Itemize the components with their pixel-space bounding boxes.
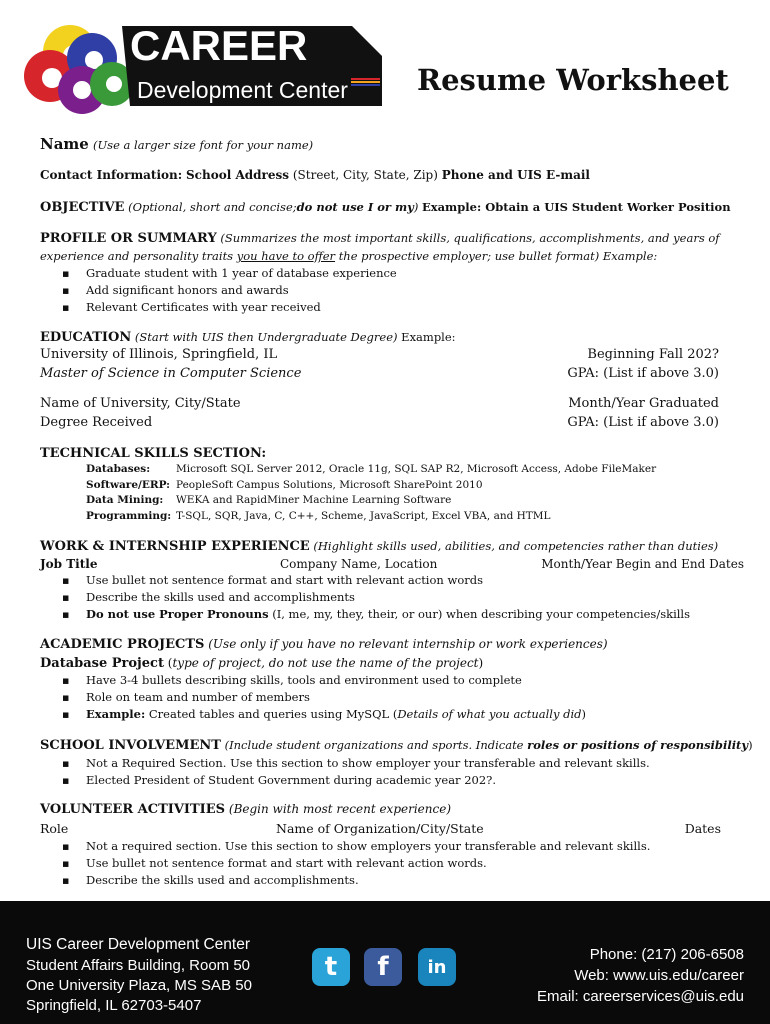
profile-note-underlined: you have to offer bbox=[236, 249, 336, 263]
skill-row bbox=[86, 478, 656, 494]
footer-phone: Phone: (217) 206-6508 bbox=[589, 946, 744, 963]
academic-label: ACADEMIC PROJECTS bbox=[40, 637, 205, 652]
academic-project-close: ) bbox=[478, 656, 484, 670]
volunteer-org: Name of Organization/City/State bbox=[276, 821, 484, 836]
academic-example-close: ) bbox=[581, 707, 587, 721]
skill-value: T-SQL, SQR, Java, C, C++, Scheme, JavaScript, Excel VBA, and HTML bbox=[176, 509, 551, 522]
school-note-bold: roles or positions of responsibility bbox=[527, 738, 749, 752]
objective-label: OBJECTIVE bbox=[40, 200, 125, 215]
work-label: WORK & INTERNSHIP EXPERIENCE bbox=[40, 539, 310, 554]
education-line bbox=[40, 330, 456, 345]
facebook-glyph: f bbox=[377, 952, 389, 982]
school-label: SCHOOL INVOLVEMENT bbox=[40, 738, 221, 753]
academic-project: Database Project bbox=[40, 656, 164, 671]
list-item: ▪ Use bullet not sentence format and start with relevant action words bbox=[62, 572, 690, 589]
education-label: EDUCATION bbox=[40, 330, 132, 345]
school-line bbox=[40, 738, 753, 753]
education-uis: University of Illinois, Springfield, IL bbox=[40, 347, 278, 362]
academic-bullets bbox=[62, 672, 586, 723]
list-item: ▪ Not a required section. Use this section to show employers your transferable and relevant skills. bbox=[62, 838, 650, 855]
skill-key: Data Mining: bbox=[86, 494, 164, 506]
footer-address-3: Springfield, IL 62703-5407 bbox=[26, 997, 202, 1014]
list-item: ▪ Role on team and number of members bbox=[62, 689, 586, 706]
footer-web-link[interactable]: Web: www.uis.edu/career bbox=[574, 967, 744, 984]
academic-example-label: Example: bbox=[86, 707, 146, 721]
academic-example-text: Created tables and queries using MySQL ( bbox=[148, 707, 398, 721]
footer-address-2: One University Plaza, MS SAB 50 bbox=[26, 977, 252, 994]
skill-key: Databases: bbox=[86, 463, 151, 475]
contact-school: School Address bbox=[186, 168, 290, 182]
skill-value: WEKA and RapidMiner Machine Learning Software bbox=[176, 494, 452, 506]
footer-address-1: Student Affairs Building, Room 50 bbox=[26, 957, 251, 974]
profile-line1 bbox=[40, 231, 720, 246]
profile-note-line2b: the prospective employer; use bullet format) Example: bbox=[338, 249, 658, 263]
volunteer-dates: Dates bbox=[684, 821, 721, 836]
work-job-title: Job Title bbox=[40, 557, 98, 571]
footer-org-name: UIS Career Development Center bbox=[26, 936, 250, 953]
list-item: ▪ Use bullet not sentence format and start with relevant action words. bbox=[62, 855, 650, 872]
academic-project-open: ( bbox=[167, 656, 173, 670]
footer bbox=[0, 901, 770, 1024]
list-item: ▪ Add significant honors and awards bbox=[62, 282, 397, 299]
profile-bullets bbox=[62, 265, 397, 316]
list-item: ▪ Elected President of Student Government during academic year 202?. bbox=[62, 772, 650, 789]
twitter-glyph: t bbox=[324, 952, 338, 982]
skill-value: PeopleSoft Campus Solutions, Microsoft SharePoint 2010 bbox=[176, 478, 483, 491]
skill-row bbox=[86, 462, 656, 478]
list-item: ▪ Describe the skills used and accomplishments bbox=[62, 589, 690, 606]
linkedin-glyph: in bbox=[427, 956, 447, 978]
education-gpa1: GPA: (List if above 3.0) bbox=[567, 366, 719, 381]
academic-note: (Use only if you have no relevant internship or work experiences) bbox=[208, 637, 608, 651]
work-company: Company Name, Location bbox=[280, 557, 438, 571]
work-line bbox=[40, 539, 718, 554]
volunteer-note: (Begin with most recent experience) bbox=[228, 802, 452, 816]
list-item: ▪ Relevant Certificates with year received bbox=[62, 299, 397, 316]
volunteer-role: Role bbox=[40, 821, 69, 836]
skill-key: Programming: bbox=[86, 509, 172, 522]
profile-label: PROFILE OR SUMMARY bbox=[40, 231, 217, 246]
objective-example: Example: Obtain a UIS Student Worker Position bbox=[421, 200, 731, 214]
objective-line bbox=[40, 200, 731, 215]
footer-email-link[interactable]: Email: careerservices@uis.edu bbox=[537, 988, 744, 1005]
contact-address-note: (Street, City, State, Zip) bbox=[292, 168, 438, 182]
education-beginning: Beginning Fall 202? bbox=[587, 347, 719, 362]
academic-line bbox=[40, 637, 608, 652]
logo-development-center-text: Development Center bbox=[134, 77, 351, 103]
pronoun-rest: (I, me, my, they, their, or our) when describing your competencies/skills bbox=[272, 607, 691, 621]
contact-phone-email: Phone and UIS E-mail bbox=[441, 168, 590, 182]
technical-label: TECHNICAL SKILLS SECTION: bbox=[40, 446, 267, 461]
list-item bbox=[62, 706, 586, 723]
education-example: Example: bbox=[401, 330, 456, 344]
work-dates: Month/Year Begin and End Dates bbox=[541, 557, 744, 571]
pronoun-warning: Do not use Proper Pronouns bbox=[86, 607, 269, 621]
academic-example-italic: Details of what you actually did bbox=[397, 707, 582, 721]
school-note: (Include student organizations and sports. Indicate bbox=[224, 738, 524, 752]
volunteer-label: VOLUNTEER ACTIVITIES bbox=[40, 802, 226, 817]
work-bullets bbox=[62, 572, 690, 623]
name-note: (Use a larger size font for your name) bbox=[93, 138, 314, 152]
education-graduated: Month/Year Graduated bbox=[568, 396, 719, 411]
education-gpa2: GPA: (List if above 3.0) bbox=[567, 415, 719, 430]
technical-skills-list bbox=[86, 462, 656, 524]
profile-note-line2a: experience and personality traits bbox=[40, 249, 234, 263]
objective-note-close: ) bbox=[413, 200, 419, 214]
education-other-university: Name of University, City/State bbox=[40, 396, 241, 411]
page-title: Resume Worksheet bbox=[417, 63, 729, 97]
education-note: (Start with UIS then Undergraduate Degree) bbox=[134, 330, 398, 344]
volunteer-line bbox=[40, 802, 451, 817]
skill-row bbox=[86, 509, 656, 525]
volunteer-bullets bbox=[62, 838, 650, 889]
objective-note: (Optional, short and concise; bbox=[128, 200, 297, 214]
list-item bbox=[62, 606, 690, 623]
academic-project-line bbox=[40, 656, 483, 671]
list-item: ▪ Have 3-4 bullets describing skills, tools and environment used to complete bbox=[62, 672, 586, 689]
list-item: ▪ Describe the skills used and accomplishments. bbox=[62, 872, 650, 889]
academic-project-note: type of project, do not use the name of the project bbox=[172, 656, 479, 670]
career-center-logo bbox=[22, 14, 384, 114]
skill-value: Microsoft SQL Server 2012, Oracle 11g, SQL SAP R2, Microsoft Access, Adobe FileMaker bbox=[176, 463, 657, 475]
linkedin-icon[interactable] bbox=[418, 948, 456, 986]
profile-note-line1: (Summarizes the most important skills, qualifications, accomplishments, and years of bbox=[220, 231, 720, 245]
logo-career-text: CAREER bbox=[130, 22, 308, 69]
skill-row bbox=[86, 493, 656, 509]
skill-key: Software/ERP: bbox=[86, 478, 170, 491]
contact-line bbox=[40, 168, 590, 182]
name-line bbox=[40, 135, 313, 153]
school-note-close: ) bbox=[748, 738, 753, 752]
twitter-icon[interactable] bbox=[312, 948, 350, 986]
school-bullets bbox=[62, 755, 650, 789]
name-label: Name bbox=[40, 135, 89, 153]
list-item: ▪ Graduate student with 1 year of database experience bbox=[62, 265, 397, 282]
objective-note-bold: do not use I or my bbox=[296, 200, 414, 214]
list-item: ▪ Not a Required Section. Use this section to show employer your transferable and relevant skills. bbox=[62, 755, 650, 772]
profile-line2 bbox=[40, 249, 657, 263]
education-degree-received: Degree Received bbox=[40, 415, 153, 430]
contact-label: Contact Information: bbox=[40, 168, 183, 182]
work-note: (Highlight skills used, abilities, and competencies rather than duties) bbox=[313, 539, 719, 553]
education-degree: Master of Science in Computer Science bbox=[40, 366, 302, 381]
facebook-icon[interactable] bbox=[364, 948, 402, 986]
